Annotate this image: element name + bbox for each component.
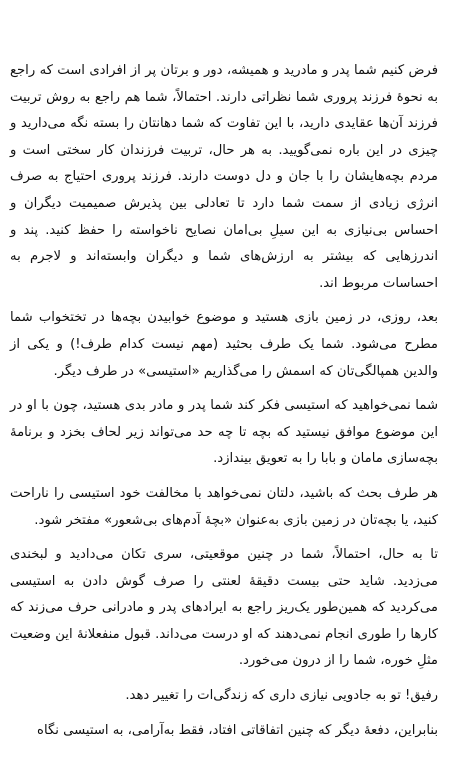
paragraph: هر طرف بحث که باشید، دلتان نمی‌خواهد با مخالفت خود استیسی را ناراحت کنید، یا بچه‌تان در زمین بازی به‌عنوان «بچهٔ آدم‌های بی‌شعور» مفتخر شود. (10, 485, 438, 528)
paragraph: شما نمی‌خواهید که استیسی فکر کند شما پدر و مادر بدی هستید، چون با او در این موضوع موافق نیستید که بچه تا چه حد می‌تواند زیر لحاف بخزد و برنامهٔ بچه‌سازی مامان و بابا را به تعویق بیندازد. (10, 398, 438, 467)
book-page-text (10, 58, 438, 744)
paragraph: تا به حال، احتمالاً، شما در چنین موقعیتی، سری تکان می‌دادید و لبخندی می‌زدید. شاید حتی بیست دقیقهٔ لعنتی را صرف گوش دادن به استیسی می‌کردید که همین‌طور یک‌ریز راجع به ایرادهای پدر و مادرانی حرف می‌زند که کارها را طوری انجام نمی‌دهند که او درست می‌داند. قبول منفعلانهٔ این وضعیت مثلِ خوره، شما را از درون می‌خورد. (10, 547, 438, 669)
paragraph: رفیق! تو به جادویی نیازی داری که زندگی‌ات را تغییر دهد. (125, 688, 438, 704)
paragraph: بنابراین، دفعهٔ دیگر که چنین اتفاقاتی افتاد، فقط به‌آرامی، به استیسی نگاه (37, 722, 438, 738)
paragraph: فرض کنیم شما پدر و مادرید و همیشه، دور و برتان پر از افرادی است که راجع به نحوهٔ فرزند پروری شما نظراتی دارند. احتمالاً، شما هم راجع به روش تربیت فرزند آن‌ها عقایدی دارید، با این تفاوت که شما دهانتان را بسته نگه می‌دارید و چیزی در این باره نمی‌گویید. به هر حال، تربیت فرزندان کار سختی است و مردم بچه‌هایشان را با جان و دل دوست دارند. فرزند پروری احتیاج به صرف انرژی زیادی از سمت شما دارد تا تعادلی بین پذیرش صمیمیت دیگران و احساس بی‌نیازی به این سیلِ بی‌امان نصایح ناخواسته را حفظ کنید. پند و اندرزهایی که بیشتر به ارزش‌های شما و دیگران وابسته‌اند و لاجرم به احساسات مربوط اند. (10, 63, 438, 291)
paragraph: بعد، روزی، در زمین بازی هستید و موضوع خوابیدن بچه‌ها در تختخواب شما مطرح می‌شود. شما یک طرف بحثید (مهم نیست کدام طرف!) و یکی از والدین همپالگی‌تان که اسمش را می‌گذاریم «استیسی» در طرف دیگر. (10, 310, 438, 379)
